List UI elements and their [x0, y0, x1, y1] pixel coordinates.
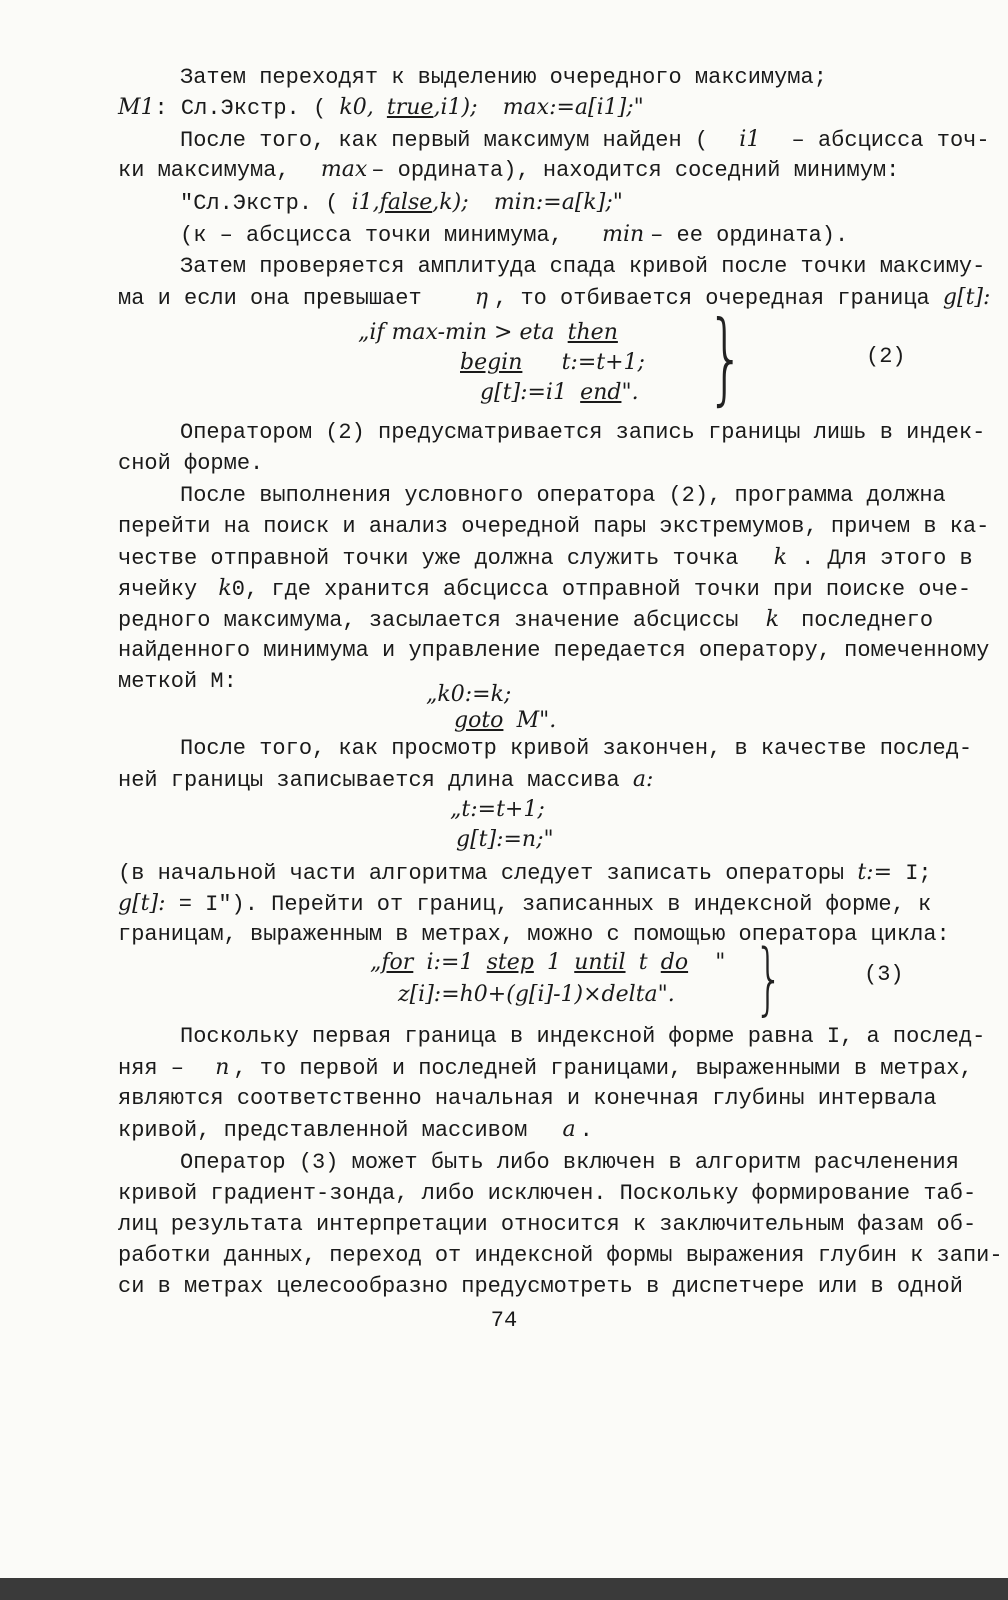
- text-span: (к – абсцисса точки минимума,: [180, 223, 563, 248]
- text-line: [180, 188, 623, 219]
- text-line: [180, 734, 972, 764]
- keyword: step: [486, 950, 534, 975]
- handwritten-var: a: [562, 1117, 576, 1142]
- text-line: [180, 1022, 985, 1052]
- text-line: [118, 636, 989, 666]
- handwritten-expr: max:=a[i1];": [502, 95, 644, 120]
- handwritten-expr: 1: [547, 950, 562, 975]
- text-span: ма и если она превышает: [118, 286, 422, 311]
- text-span: . Для этого в: [801, 546, 973, 571]
- text-line: [180, 220, 848, 251]
- handwritten-var: true: [386, 95, 434, 120]
- text-span: (в начальной части алгоритма следует записать операторы: [118, 861, 845, 886]
- text-line: [118, 512, 989, 542]
- handwritten-var: a:: [632, 767, 654, 792]
- handwritten-expr: M".: [516, 708, 557, 733]
- text-span: , то отбивается очередная граница: [494, 286, 930, 311]
- handwritten-expr: „if max-min > eta: [358, 320, 555, 345]
- text-span: кривой градиент-зонда, либо исключен. Поскольку формирование таб-: [118, 1181, 977, 1206]
- text-span: честве отправной точки уже должна служить точка: [118, 546, 739, 571]
- page-number: 74: [490, 1308, 518, 1333]
- text-line: [118, 889, 931, 920]
- text-line: [118, 1272, 963, 1302]
- handwritten-expr: „k0:=k;: [426, 682, 512, 707]
- text-span: редного максимума, засылается значение абсциссы: [118, 608, 739, 633]
- text-line: [118, 93, 644, 124]
- handwritten-var: k: [773, 545, 788, 570]
- scan-bottom-edge: [0, 1578, 1008, 1600]
- text-span: си в метрах целесообразно предусмотреть в диспетчере или в одной: [118, 1274, 963, 1299]
- handwritten-var: η: [474, 285, 489, 310]
- keyword: do: [660, 950, 689, 975]
- text-span: – ордината), находится соседний минимум:: [371, 158, 900, 183]
- text-line: [118, 1053, 973, 1084]
- text-span: найденного минимума и управление передается оператору, помеченному: [118, 638, 990, 663]
- equation-line: [454, 706, 556, 737]
- text-span: 0, где хранится абсцисса отправной точки при поиске оче-: [231, 577, 972, 602]
- handwritten-var: k: [765, 607, 780, 632]
- text-line: [118, 1210, 976, 1240]
- text-line: [118, 1179, 976, 1209]
- equation-line: [358, 318, 618, 349]
- keyword: goto: [454, 708, 504, 733]
- keyword: begin: [460, 350, 523, 375]
- handwritten-var: ,i1);: [433, 95, 478, 120]
- text-span: ней границы записывается длина массива: [118, 768, 620, 793]
- keyword: then: [567, 320, 618, 345]
- text-line: [118, 1241, 1003, 1271]
- text-line: [180, 63, 827, 93]
- text-span: I;: [905, 861, 932, 886]
- keyword: end: [580, 380, 622, 405]
- text-span: кривой, представленной массивом: [118, 1118, 528, 1143]
- text-line: [118, 920, 950, 950]
- text-line: [180, 1148, 959, 1178]
- text-span: границам, выраженным в метрах, можно с помощью оператора цикла:: [118, 922, 950, 947]
- text-line: [118, 858, 932, 889]
- text-span: После выполнения условного оператора (2), программа должна: [180, 483, 946, 508]
- handwritten-var: min: [602, 222, 645, 247]
- text-span: сной форме.: [118, 451, 264, 476]
- handwritten-expr: min:=a[k];": [493, 190, 623, 215]
- text-line: [180, 252, 985, 282]
- text-line: [118, 1115, 593, 1146]
- handwritten-expr: z[i]:=h0+(g[i]-1)×delta".: [398, 982, 675, 1007]
- equation-number: (3): [864, 962, 904, 987]
- text-line: [118, 283, 990, 314]
- text-span: Затем проверяется амплитуда спада кривой после точки максиму-: [180, 254, 986, 279]
- handwritten-expr: t:=t+1;: [561, 350, 645, 375]
- right-brace-icon: }: [706, 299, 745, 416]
- text-span: : Сл.Экстр. (: [154, 96, 327, 121]
- equation-line: [460, 348, 645, 379]
- text-span: , то первой и последней границами, выраженными в метрах,: [233, 1056, 973, 1081]
- text-span: лиц результата интерпретации относится к заключительным фазам об-: [118, 1212, 977, 1237]
- equation-line: [450, 795, 545, 826]
- text-line: [118, 765, 653, 796]
- text-line: [180, 418, 985, 448]
- text-line: [118, 543, 973, 574]
- text-span: ячейку: [118, 577, 198, 602]
- handwritten-expr: t: [638, 950, 648, 975]
- text-span: являются соответственно начальная и конечная глубины интервала: [118, 1086, 937, 1111]
- text-span: Оператором (2) предусматривается запись границы лишь в индек-: [180, 420, 986, 445]
- equation-line: [480, 378, 639, 409]
- label-m1: М1: [118, 95, 155, 120]
- handwritten-expr: ": [715, 950, 726, 975]
- text-span: = I"). Перейти от границ, записанных в индексной форме, к: [178, 892, 932, 917]
- text-span: работки данных, переход от индексной формы выражения глубин к запи-: [118, 1243, 1003, 1268]
- text-span: Оператор (3) может быть либо включен в алгоритм расчленения: [180, 1150, 959, 1175]
- text-span: няя –: [118, 1056, 185, 1081]
- text-span: меткой М:: [118, 669, 237, 694]
- equation-line: [456, 825, 554, 856]
- handwritten-var: g[t]:: [118, 891, 166, 916]
- handwritten-var: false: [379, 190, 433, 215]
- text-span: – ее ордината).: [650, 223, 849, 248]
- text-span: После того, как первый максимум найден (: [180, 128, 709, 153]
- text-span: – абсцисса точ-: [791, 128, 990, 153]
- handwritten-var: i1,: [351, 190, 380, 215]
- handwritten-var: n: [215, 1055, 230, 1080]
- handwritten-expr: ".: [621, 380, 639, 405]
- handwritten-expr: „: [370, 950, 382, 975]
- handwritten-expr: g[t]:=n;": [456, 827, 554, 852]
- equation-line: [370, 948, 725, 979]
- equation-number: (2): [866, 344, 906, 369]
- handwritten-var: k0,: [339, 95, 374, 120]
- text-line: [118, 605, 933, 636]
- text-line: [118, 1084, 937, 1114]
- text-line: [118, 574, 971, 605]
- text-line: [118, 667, 237, 697]
- keyword: until: [574, 950, 626, 975]
- text-span: Поскольку первая граница в индексной форме равна I, а послед-: [180, 1024, 986, 1049]
- handwritten-expr: „t:=t+1;: [450, 797, 545, 822]
- handwritten-expr: g[t]:=i1: [480, 380, 567, 405]
- text-span: После того, как просмотр кривой закончен, в качестве послед-: [180, 736, 973, 761]
- text-line: [180, 125, 990, 156]
- handwritten-var: ,k);: [432, 190, 469, 215]
- text-span: ки максимума,: [118, 158, 290, 183]
- handwritten-var: g[t]:: [942, 285, 991, 310]
- keyword: for: [381, 950, 414, 975]
- handwritten-var: i1: [739, 127, 761, 152]
- text-line: [118, 155, 899, 186]
- handwritten-expr: i:=1: [426, 950, 474, 975]
- right-brace-icon: }: [753, 934, 784, 1024]
- text-span: Затем переходят к выделению очередного максимума;: [180, 65, 827, 90]
- text-span: перейти на поиск и анализ очередной пары экстремумов, причем в ка-: [118, 514, 990, 539]
- text-span: "Сл.Экстр. (: [180, 191, 339, 216]
- handwritten-var: t:=: [857, 860, 893, 885]
- text-span: последнего: [801, 608, 934, 633]
- handwritten-var: k: [218, 576, 232, 601]
- equation-line: [398, 980, 675, 1011]
- text-line: [180, 481, 946, 511]
- handwritten-var: max: [320, 157, 368, 182]
- text-line: [118, 449, 263, 479]
- text-span: .: [579, 1118, 593, 1143]
